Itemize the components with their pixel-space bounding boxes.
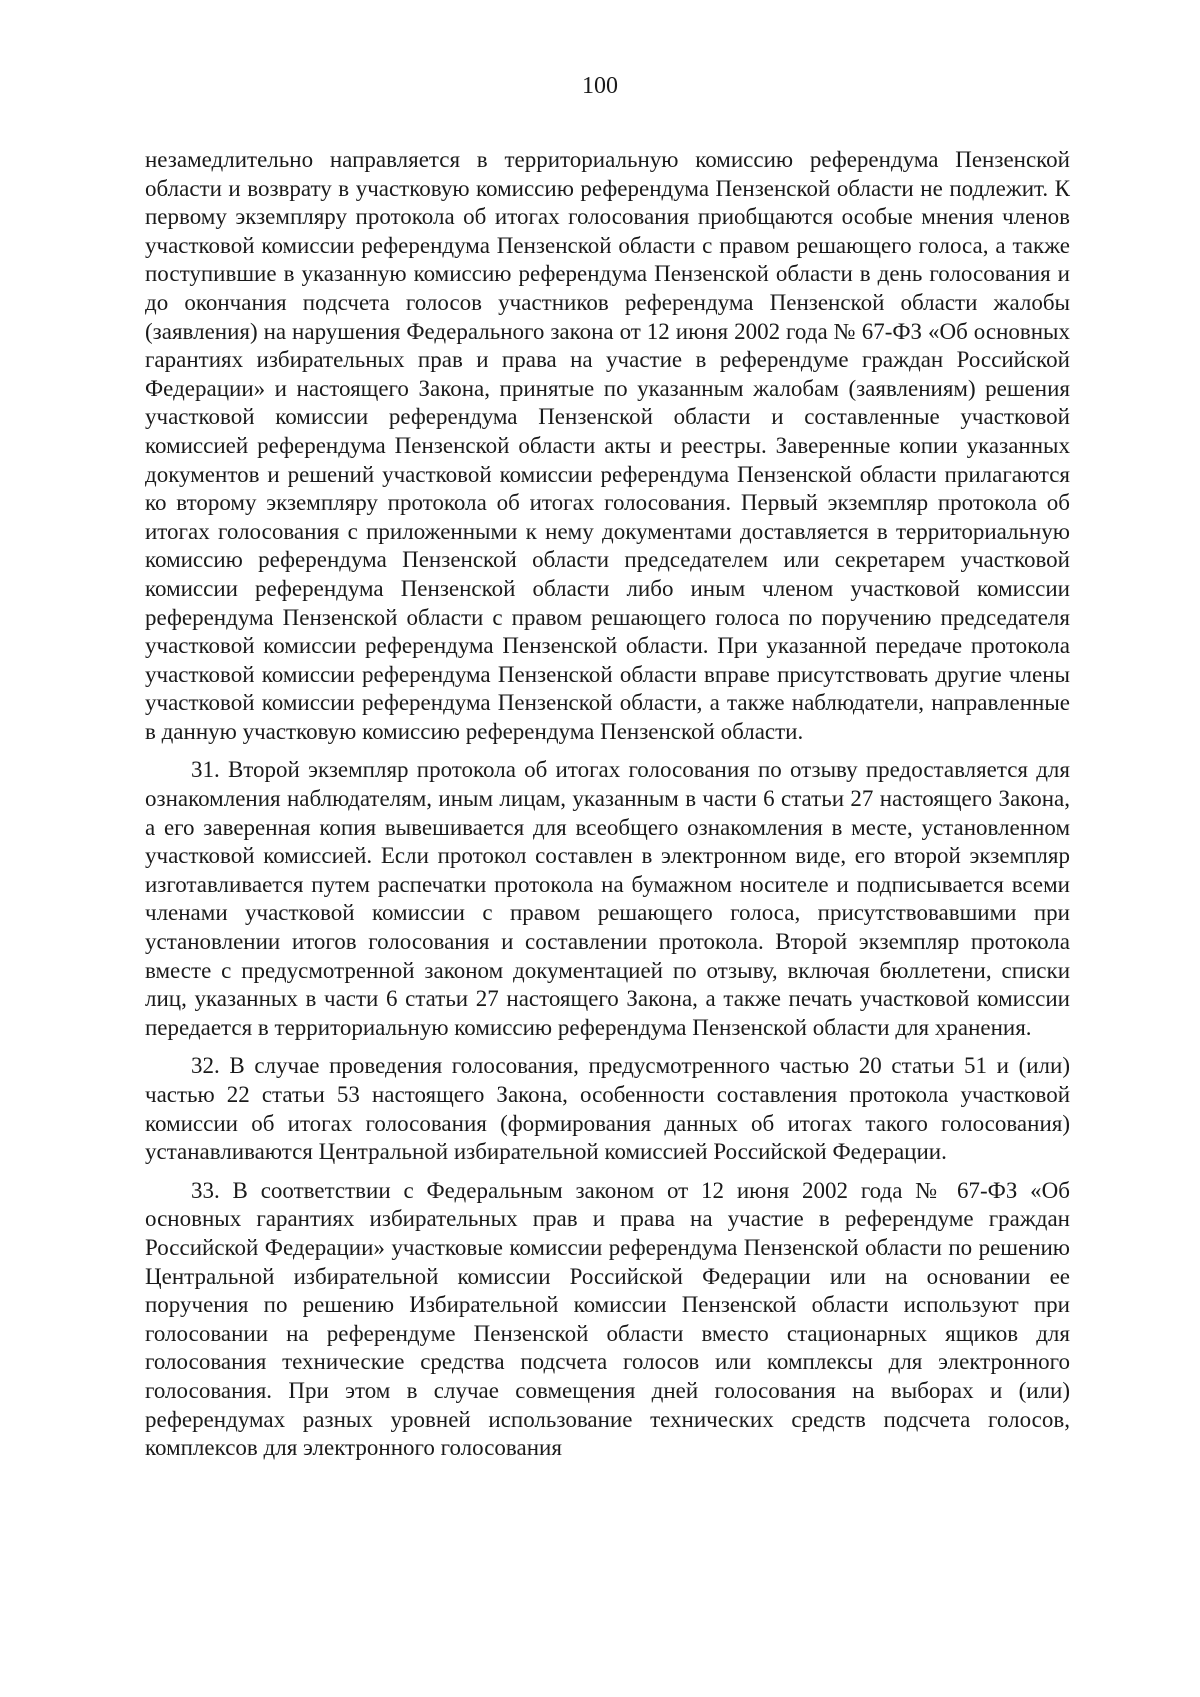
paragraph-33: 33. В соответствии с Федеральным законом от 12 июня 2002 года № 67-ФЗ «Об основных гарантиях избирательных прав и права на участие в референдуме граждан Российской Федерации» участковые комиссии референдума Пензенской области по решению Центральной избирательной комиссии Российской Федерации или на основании ее поручения по решению Избирательной комиссии Пензенской области используют при голосовании на референдуме Пензенской области вместо стационарных ящиков для голосования технические средства подсчета голосов или комплексы для электронного голосования. При этом в случае совмещения дней голосования на выборах и (или) референдумах разных уровней использование технических средств подсчета голосов, комплексов для электронного голосования: [145, 1177, 1070, 1461]
paragraph-32: 32. В случае проведения голосования, предусмотренного частью 20 статьи 51 и (или) частью 22 статьи 53 настоящего Закона, особенности составления протокола участковой комиссии об итогах голосования (формирования данных об итогах такого голосования) устанавливаются Центральной избирательной комиссией Российской Федерации.: [145, 1053, 1070, 1165]
paragraph-31: 31. Второй экземпляр протокола об итогах голосования по отзыву предоставляется для ознакомления наблюдателям, иным лицам, указанным в части 6 статьи 27 настоящего Закона, а его заверенная копия вывешивается для всеобщего ознакомления в месте, установленном участковой комиссией. Если протокол составлен в электронном виде, его второй экземпляр изготавливается путем распечатки протокола на бумажном носителе и подписывается всеми членами участковой комиссии с правом решающего голоса, присутствовавшими при установлении итогов голосования и составлении протокола. Второй экземпляр протокола вместе с предусмотренной законом документацией по отзыву, включая бюллетени, списки лиц, указанных в части 6 статьи 27 настоящего Закона, а также печать участковой комиссии передается в территориальную комиссию референдума Пензенской области для хранения.: [145, 757, 1070, 1040]
document-body: [145, 146, 1070, 1463]
paragraph-continuation: незамедлительно направляется в территориальную комиссию референдума Пензенской области и возврату в участковую комиссию референдума Пензенской области не подлежит. К первому экземпляру протокола об итогах голосования приобщаются особые мнения членов участковой комиссии референдума Пензенской области с правом решающего голоса, а также поступившие в указанную комиссию референдума Пензенской области в день голосования и до окончания подсчета голосов участников референдума Пензенской области жалобы (заявления) на нарушения Федерального закона от 12 июня 2002 года № 67-ФЗ «Об основных гарантиях избирательных прав и права на участие в референдуме граждан Российской Федерации» и настоящего Закона, принятые по указанным жалобам (заявлениям) решения участковой комиссии референдума Пензенской области и составленные участковой комиссией референдума Пензенской области акты и реестры. Заверенные копии указанных документов и решений участковой комиссии референдума Пензенской области прилагаются ко второму экземпляру протокола об итогах голосования. Первый экземпляр протокола об итогах голосования с приложенными к нему документами доставляется в территориальную комиссию референдума Пензенской области председателем или секретарем участковой комиссии референдума Пензенской области либо иным членом участковой комиссии референдума Пензенской области с правом решающего голоса по поручению председателя участковой комиссии референдума Пензенской области. При указанной передаче протокола участковой комиссии референдума Пензенской области вправе присутствовать другие члены участковой комиссии референдума Пензенской области, а также наблюдатели, направленные в данную участковую комиссию референдума Пензенской области.: [145, 147, 1070, 744]
page-number: 100: [582, 73, 618, 99]
